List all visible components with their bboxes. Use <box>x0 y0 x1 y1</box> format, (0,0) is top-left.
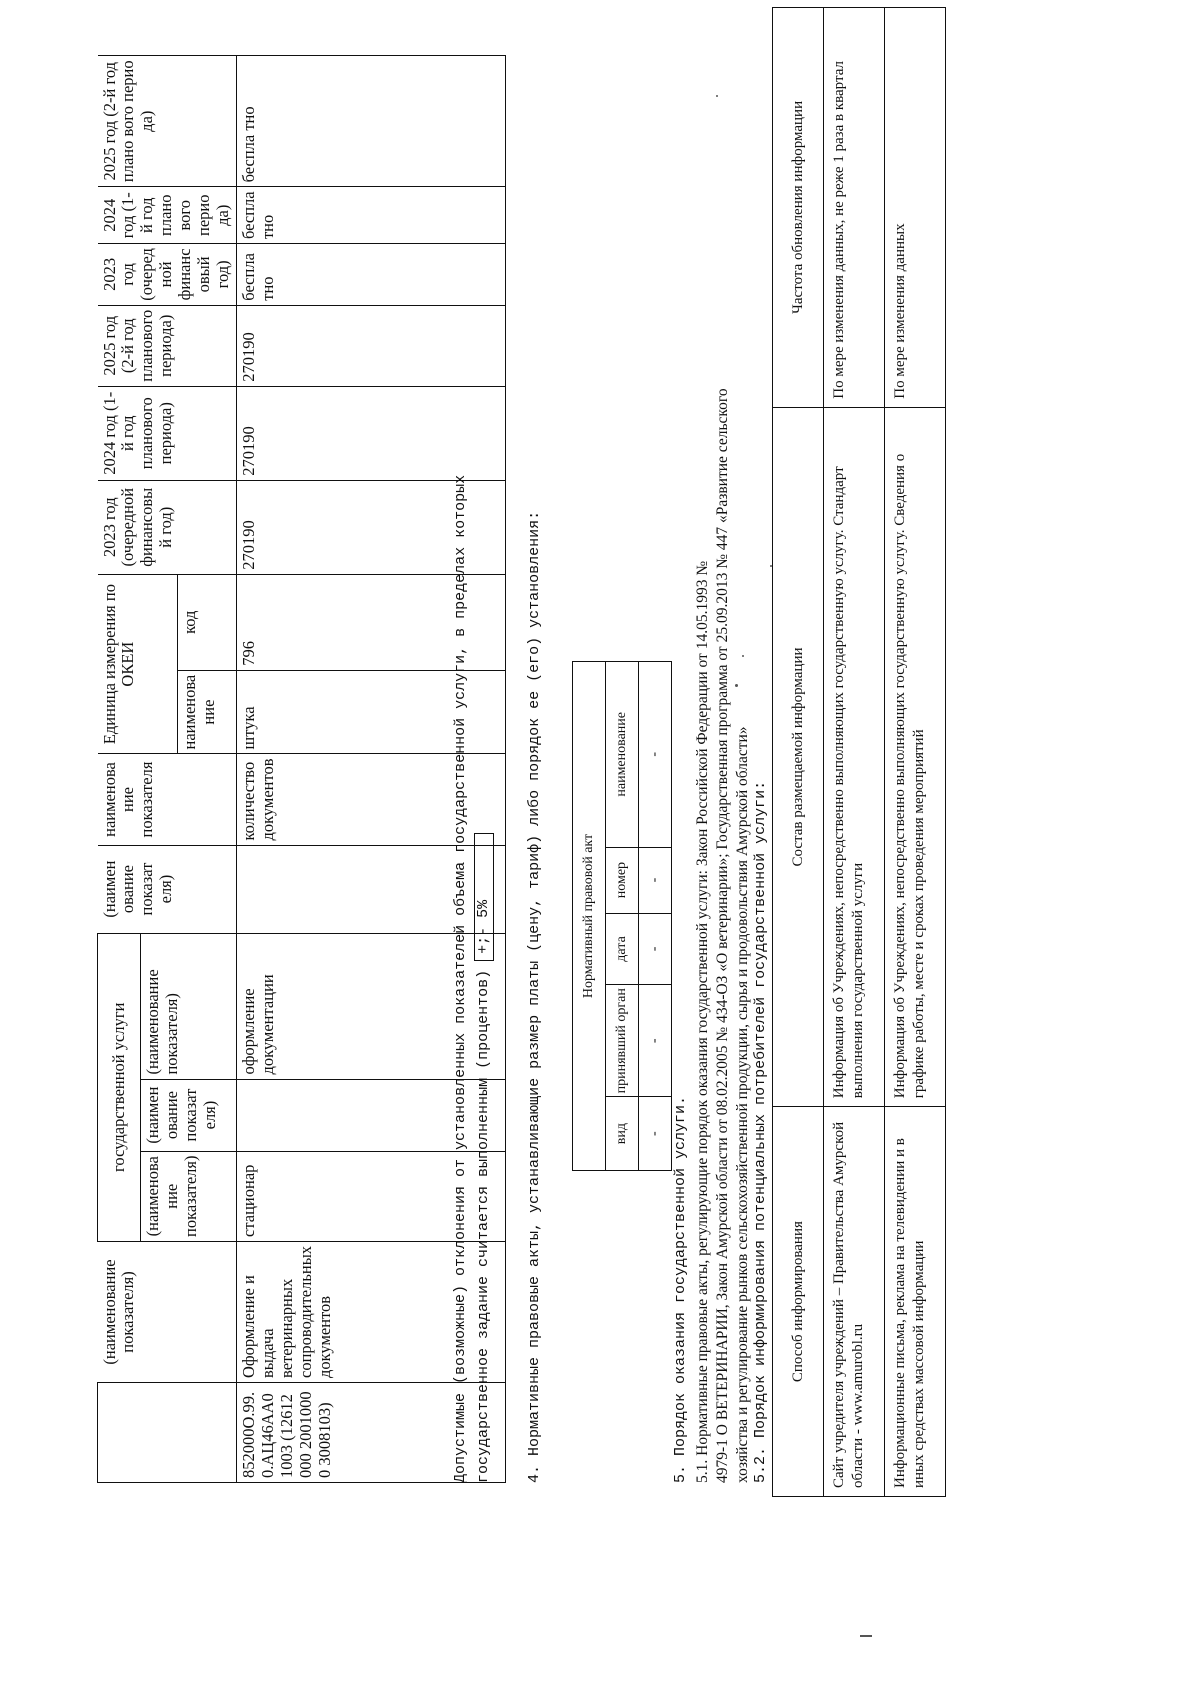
section-5-title: 5. Порядок оказания государственной услуги. <box>672 1095 689 1483</box>
norm-cell <box>639 847 672 913</box>
header-label: (наименова ние показателя) <box>143 1155 200 1237</box>
header-label: (наименование показателя) <box>143 969 181 1075</box>
section-5-1-line-3: хозяйства и регулирование рынков сельскохозяйственной продукции, сырья и продовольствия Амурской области» <box>734 726 751 1483</box>
cell-text: - <box>647 877 662 883</box>
header-label: (наимен ование показат еля) <box>143 1086 219 1144</box>
cell-text: 796 <box>239 640 259 666</box>
cell-text: беспла тно <box>239 106 259 183</box>
cell-text: По мере изменения данных, не реже 1 раза в квартал <box>831 61 847 399</box>
table-row <box>824 8 885 1497</box>
cell-text: стационар <box>239 1164 259 1237</box>
cell-text: Сайт учредителя учреждений – Правительства Амурской области - www.amurobl.ru <box>831 1121 866 1488</box>
info-cell-content <box>885 407 946 1106</box>
service-volume-table <box>97 55 506 1483</box>
row-value-2025 <box>237 305 506 386</box>
cell-text: 270190 <box>239 520 259 570</box>
header-label: номер <box>614 861 629 899</box>
header-label: 2023 год (очеред ной финанс овый год) <box>99 248 233 301</box>
cell-text: 270190 <box>239 426 259 476</box>
row-fee-2025 <box>237 56 506 187</box>
information-table <box>772 7 946 1497</box>
cell-text: 852000О.99.0.АЦ46АА01003 (12612000 20010000 3008103) <box>239 1391 335 1478</box>
info-col-method <box>773 1107 824 1497</box>
table-header-row <box>573 662 606 1171</box>
cell-text: - <box>647 751 662 757</box>
header-label: код <box>180 610 200 634</box>
header-label: наименова ние <box>180 674 219 750</box>
header-label: 2025 год (2-й год планового периода) <box>99 309 176 382</box>
table-header-row <box>606 662 639 1171</box>
header-label: (наименование показателя) <box>99 1259 138 1365</box>
header-indicator-3 <box>141 1079 237 1151</box>
cell-text: Информационные письма, реклама на телевидении и в иных средствах массовой информации <box>892 1138 927 1488</box>
cell-text: Оформление и выдача ветеринарных сопроводительных документов <box>239 1245 335 1378</box>
header-label: наименование <box>614 712 629 797</box>
cell-text: беспла тно <box>239 253 278 301</box>
header-2025 <box>98 305 237 386</box>
header-2024 <box>98 386 237 480</box>
norm-cell <box>639 913 672 985</box>
cell-text: 270190 <box>239 332 259 382</box>
norm-cell <box>639 1097 672 1171</box>
section-5-2-title: 5.2. Порядок информирования потенциальных потребителей государственной услуги: <box>752 780 769 1483</box>
header-code-cell <box>98 1383 237 1483</box>
header-label: наименова ние показателя <box>99 761 157 838</box>
cell-text: оформление документации <box>239 974 278 1075</box>
header-indicator-4 <box>141 933 237 1079</box>
header-indicator-2 <box>141 1151 237 1241</box>
deviation-line-1: Допустимые (возможные) отклонения от установленных показателей объема государственной услуги, в пределах которых <box>452 474 469 1483</box>
norm-col-name <box>606 662 639 848</box>
scan-speck <box>716 95 718 97</box>
header-label: Частота обновления информации <box>789 100 806 314</box>
table-header-row <box>773 8 824 1497</box>
cell-text: По мере изменения данных <box>892 223 908 399</box>
info-cell-frequency <box>885 8 946 408</box>
info-col-content <box>773 407 824 1106</box>
header-label: Способ информирования <box>789 1221 806 1383</box>
table-row <box>885 8 946 1497</box>
cell-text: количество документов <box>239 758 278 841</box>
header-2023 <box>98 480 237 574</box>
header-label: Единица измерения по ОКЕИ <box>99 584 138 745</box>
header-label: 2024 год (1-й год плано вого перио да) <box>99 192 233 239</box>
header-unit-group <box>98 574 178 754</box>
header-label: принявший орган <box>614 988 629 1094</box>
norm-cell <box>639 662 672 848</box>
header-label: дата <box>614 936 629 962</box>
norm-col-date <box>606 913 639 985</box>
deviation-line-2 <box>474 833 494 1483</box>
scan-speck <box>860 1635 872 1637</box>
header-label: 2025 год (2-й год плано вого перио да) <box>99 60 157 183</box>
cell-text: - <box>647 946 662 952</box>
cell-text: Информация об Учреждениях, непосредственно выполняющих государственную услугу. Стандарт выполнения государственной услуги <box>831 466 866 1099</box>
cell-text: Информация об Учреждениях, непосредственно выполняющих государственную услугу. Сведения о графике работы, месте и сроках проведения мероприятий <box>892 453 927 1099</box>
cell-text: беспла тно <box>239 191 278 240</box>
header-label: вид <box>614 1122 629 1145</box>
norm-table-title <box>573 662 606 1171</box>
section-4-title: 4. Нормативные правовые акты, устанавливающие размер платы (цену, тариф) либо порядок ее (его) установления: <box>526 510 543 1483</box>
header-volume-name <box>98 754 237 845</box>
scan-speck <box>742 655 744 657</box>
row-value-2024 <box>237 386 506 480</box>
cell-text: - <box>647 1038 662 1044</box>
section-5-1-line-2: 4979-1 О ВЕТЕРИНАРИИ, Закон Амурской области от 08.02.2005 № 434-ОЗ «О ветеринарии»; Государственная программа от 25.09.2013 № 447 «Развитие сельского <box>714 388 731 1483</box>
header-fee-2023 <box>98 244 237 306</box>
normative-act-table <box>572 661 672 1171</box>
section-5-1-line-1: 5.1. Нормативные правовые акты, регулирующие порядок оказания государственной услуги: Закон Российской Федерации от 14.05.1993 № <box>694 560 711 1483</box>
deviation-percent-box <box>474 833 494 961</box>
norm-col-kind <box>606 1097 639 1171</box>
header-label: государственной услуги <box>108 1002 128 1172</box>
header-label: (наимен ование показат еля) <box>99 860 176 918</box>
info-cell-method <box>824 1107 885 1497</box>
norm-cell <box>639 985 672 1097</box>
info-cell-frequency <box>824 8 885 408</box>
header-indicator-1 <box>98 1241 237 1382</box>
header-fee-2025 <box>98 56 237 187</box>
cell-text: штука <box>239 706 259 750</box>
header-unit-code <box>178 574 237 670</box>
norm-col-authority <box>606 985 639 1097</box>
info-cell-content <box>824 407 885 1106</box>
info-col-frequency <box>773 8 824 408</box>
header-fee-2024 <box>98 187 237 244</box>
norm-col-number <box>606 847 639 913</box>
header-label: 2024 год (1-й год планового периода) <box>99 391 176 475</box>
deviation-label: государственное задание считается выполненным (процентов) <box>475 969 492 1483</box>
deviation-percent: +;- 5% <box>475 899 492 954</box>
header-indicator-5 <box>98 845 237 933</box>
scan-speck <box>735 684 738 687</box>
scan-speck <box>770 565 772 567</box>
row-fee-2024 <box>237 187 506 244</box>
header-unit-name <box>178 670 237 754</box>
header-label: Нормативный правовой акт <box>581 833 596 999</box>
header-service-group <box>98 933 141 1241</box>
info-cell-method <box>885 1107 946 1497</box>
table-header-row <box>98 56 141 1483</box>
row-fee-2023 <box>237 244 506 306</box>
table-row <box>639 662 672 1171</box>
header-label: Состав размещаемой информации <box>789 647 806 867</box>
header-label: 2023 год (очередной финансовы й год) <box>99 487 176 567</box>
cell-text: - <box>647 1131 662 1136</box>
